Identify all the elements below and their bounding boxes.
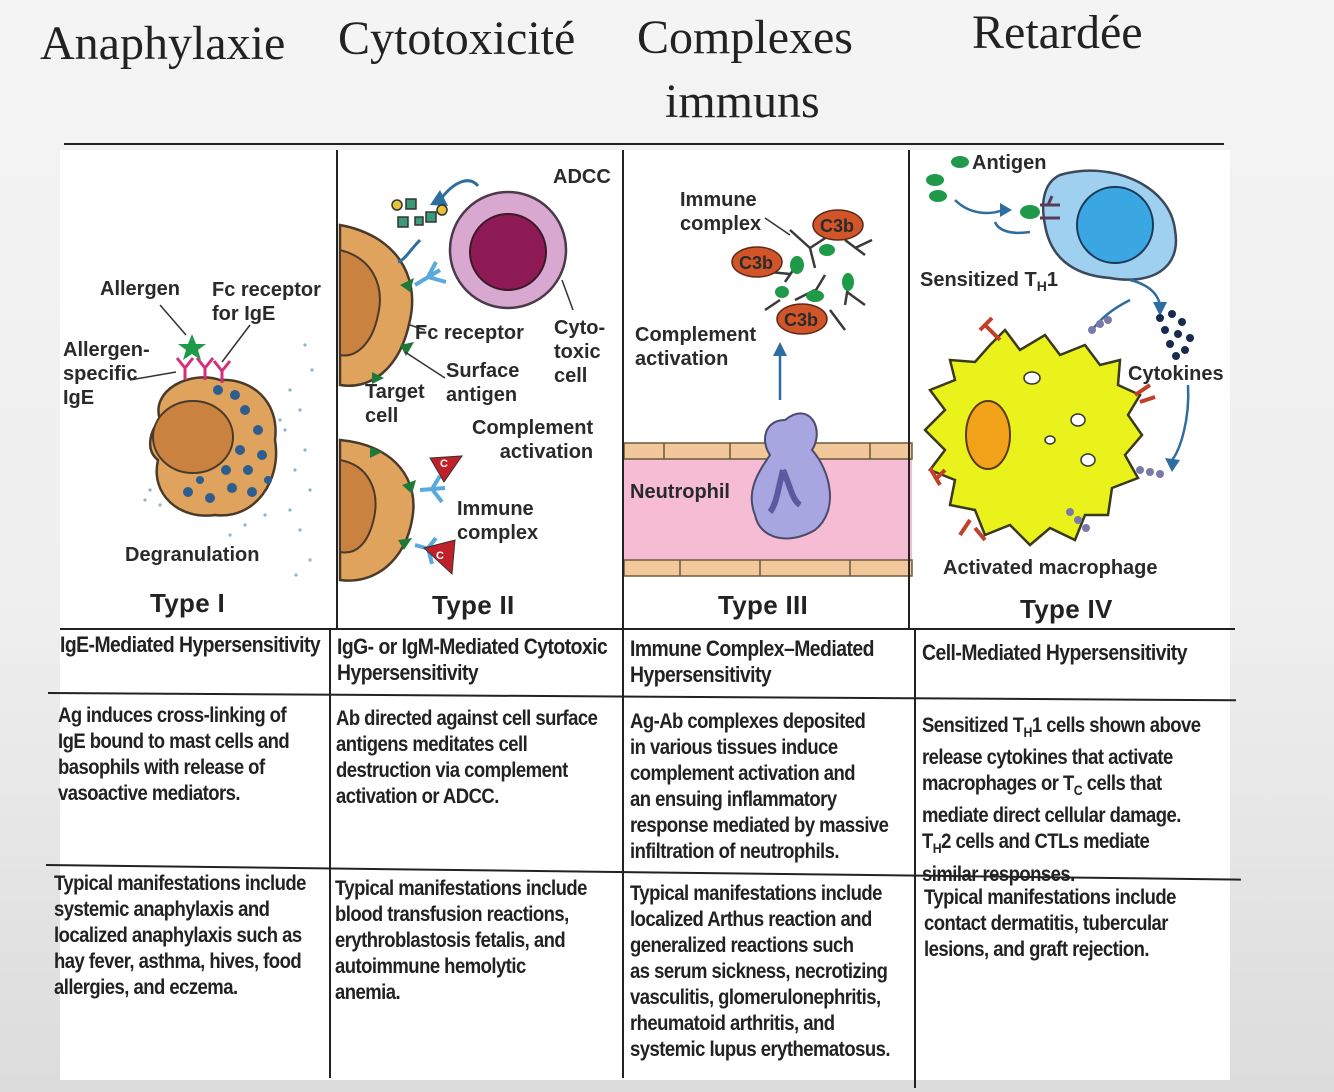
label-fc-receptor: Fc receptor [415,322,524,344]
complement-badge-2: C [436,550,444,562]
label-c3b-1: C3b [820,216,855,236]
type3-name: Immune Complex–Mediated Hypersensitivity [630,636,874,687]
type-label-4: Type IV [1020,594,1113,624]
label-c3b-2: C3b [739,253,774,273]
title-immuns: immuns [665,75,820,128]
type-label-1: Type I [150,588,226,618]
type3-manifestations: Typical manifestations include localized Arthus reaction and generalized reactions such as serum sickness, necrotizing vasculitis, glomerulonephritis, rheumatoid arthritis, and systemic lupus erythematosus. [630,882,890,1061]
type4-diagram [925,156,1194,545]
label-cytotoxic-cell: Cyto- toxic cell [554,317,606,387]
label-fc-receptor-for-ige: Fc receptor for IgE [212,279,321,325]
col-divider-1-lower [329,628,331,1078]
label-cytokines: Cytokines [1128,363,1224,385]
type2-name: IgG- or IgM-Mediated Cytotoxic Hypersensitivity [337,634,608,685]
label-neutrophil: Neutrophil [630,481,730,503]
table-top-rule [64,143,1224,145]
label-degranulation: Degranulation [125,544,260,566]
rule-below-types [60,628,1235,630]
complement-badge-1: C [440,458,448,470]
label-complement-activation-t3: Complement activation [635,324,757,370]
col-divider-3 [908,150,910,630]
label-target-cell: Target cell [365,381,425,427]
label-allergen: Allergen [100,278,181,300]
type3-mechanism: Ag-Ab complexes deposited in various tissues induce complement activation and an ensuing inflammatory response mediated by massive infiltration of neutrophils. [630,710,889,863]
label-sensitized-th1: Sensitized $T_H1$ [920,269,1058,294]
col-divider-3-lower [914,628,916,1088]
type2-mechanism: Ab directed against cell surface antigens meditates cell destruction via complement activation or ADCC. [336,707,598,808]
label-immune-complex-t2: Immune complex [457,498,539,544]
type-label-2: Type II [432,590,515,620]
label-activated-macrophage: Activated macrophage [943,557,1158,579]
title-anaphylaxie: Anaphylaxie [40,17,286,70]
label-adcc: ADCC [553,166,611,188]
label-immune-complex-t3: Immune complex [680,189,762,235]
title-cytotoxicite: Cytotoxicité [338,12,576,65]
type1-name: IgE-Mediated Hypersensitivity [60,632,321,657]
title-complexes: Complexes [637,11,853,64]
type4-mechanism: Sensitized $T_H1$ cells shown above release cytokines that activate macrophages or $T_C$ cells that mediate direct cellular damage. $T_H2$ cells and CTLs mediate similar responses. [922,714,1201,886]
type1-manifestations: Typical manifestations include systemic anaphylaxis and localized anaphylaxis such as hay fever, asthma, hives, food allergies, and eczema. [54,872,306,999]
type2-manifestations: Typical manifestations include blood transfusion reactions, erythroblastosis fetalis, and autoimmune hemolytic anemia. [335,877,587,1004]
col-divider-2 [622,150,624,1078]
label-antigen: Antigen [972,152,1047,174]
type-label-3: Type III [718,590,809,620]
label-surface-antigen: Surface antigen [446,360,520,406]
type4-manifestations: Typical manifestations include contact dermatitis, tubercular lesions, and graft rejection. [924,886,1176,961]
label-allergen-specific-ige: Allergen- specific IgE [63,339,150,409]
col-divider-1 [336,150,338,628]
label-c3b-3: C3b [784,310,819,330]
type4-name: Cell-Mediated Hypersensitivity [922,640,1187,665]
title-retardee: Retardée [972,6,1143,59]
type1-diagram [130,305,314,577]
label-complement-activation-t2: Complement activation [472,417,594,463]
type1-mechanism: Ag induces cross-linking of IgE bound to mast cells and basophils with release of vasoactive mediators. [58,704,290,805]
